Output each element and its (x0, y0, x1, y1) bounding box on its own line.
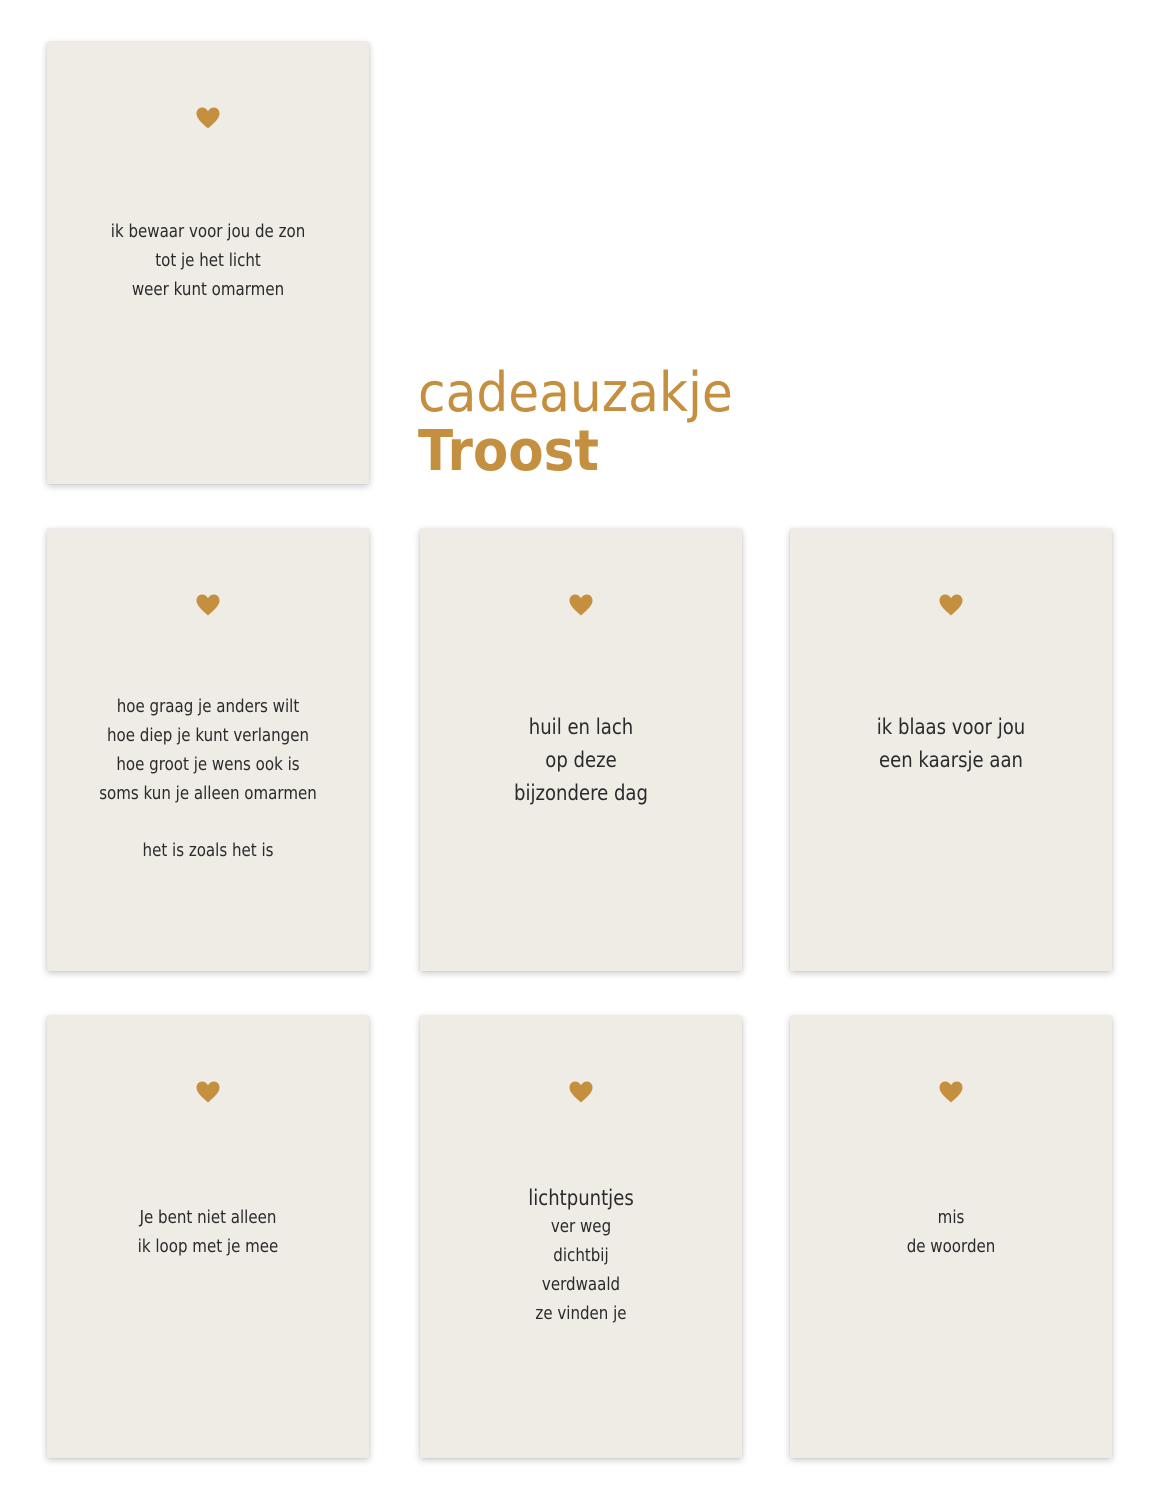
card-line: op deze (545, 748, 617, 772)
card-line: ik blaas voor jou (876, 715, 1026, 739)
title-subtitle: cadeauzakje (418, 361, 733, 424)
card-1 (47, 42, 369, 484)
card-line: dichtbij (553, 1246, 609, 1266)
card-line: verdwaald (541, 1275, 621, 1295)
card-line: weer kunt omarmen (131, 280, 285, 300)
product-title (418, 361, 757, 484)
card-5 (47, 1016, 369, 1458)
heart-icon (195, 1080, 221, 1104)
card-text (813, 1204, 1090, 1262)
heart-icon (938, 593, 964, 617)
title-main: Troost (418, 419, 599, 484)
card-text (443, 1183, 720, 1329)
card-line: bijzondere dag (514, 781, 648, 805)
card-line: hoe diep je kunt verlangen (106, 726, 310, 746)
card-text (70, 218, 347, 305)
heart-icon (568, 1080, 594, 1104)
card-text (813, 711, 1090, 777)
card-text (70, 693, 347, 866)
card-text (443, 711, 720, 810)
card-line: ver weg (550, 1217, 612, 1237)
card-line: hoe graag je anders wilt (116, 697, 300, 717)
card-line: een kaarsje aan (879, 748, 1023, 772)
card-line: soms kun je alleen omarmen (99, 784, 317, 804)
card-line: ik loop met je mee (137, 1237, 279, 1257)
card-2 (47, 529, 369, 971)
heart-icon (938, 1080, 964, 1104)
card-line: ze vinden je (535, 1304, 627, 1324)
card-line: hoe groot je wens ook is (116, 755, 300, 775)
card-line: het is zoals het is (142, 841, 274, 861)
heart-icon (195, 106, 221, 130)
card-line: tot je het licht (155, 251, 261, 271)
card-line: de woorden (906, 1237, 996, 1257)
card-line: ik bewaar voor jou de zon (110, 222, 306, 242)
heart-icon (568, 593, 594, 617)
card-3 (420, 529, 742, 971)
heart-icon (195, 593, 221, 617)
card-line: Je bent niet alleen (139, 1208, 277, 1228)
card-7 (790, 1016, 1112, 1458)
card-line: mis (937, 1208, 965, 1228)
card-text (70, 1204, 347, 1262)
card-6 (420, 1016, 742, 1458)
card-line: lichtpuntjes (528, 1186, 634, 1210)
card-4 (790, 529, 1112, 971)
card-line: huil en lach (528, 715, 634, 739)
